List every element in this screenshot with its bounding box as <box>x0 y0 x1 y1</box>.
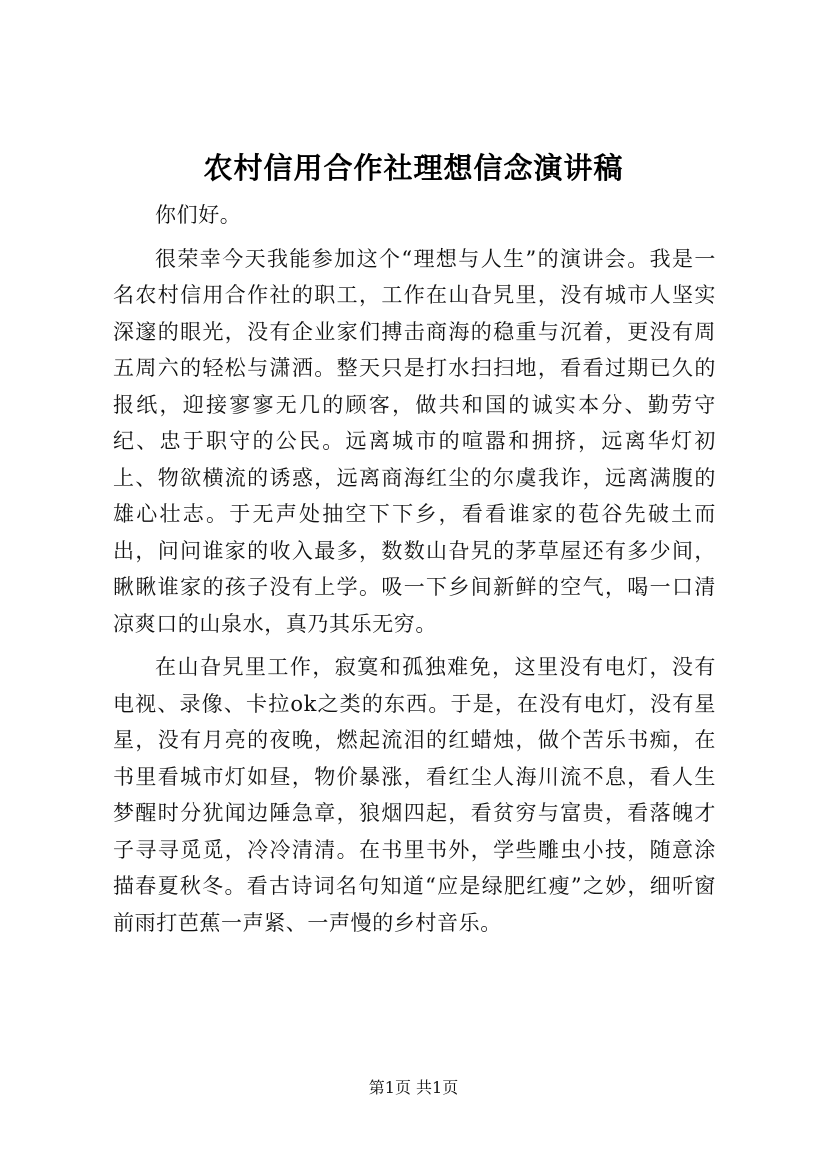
document-body <box>113 197 716 948</box>
paragraph-greeting: 你们好。 <box>155 203 242 227</box>
paragraph-introduction: 很荣幸今天我能参加这个“理想与人生”的演讲会。我是一名农村信用合作社的职工，工作在山旮旯里，没有城市人坚实深邃的眼光，没有企业家们搏击商海的稳重与沉着，更没有周五周六的轻松与潇洒。整天只是打水扫扫地，看看过期已久的报纸，迎接寥寥无几的顾客，做共和国的诚实本分、勤劳守纪、忠于职守的公民。远离城市的喧嚣和拥挤，远离华灯初上、物欲横流的诱惑，远离商海红尘的尔虞我诈，远离满腹的雄心壮志。于无声处抽空下下乡，看看谁家的苞谷先破土而出，问问谁家的收入最多，数数山旮旯的茅草屋还有多少间，瞅瞅谁家的孩子没有上学。吸一下乡间新鲜的空气，喝一口清凉爽口的山泉水，真乃其乐无穷。 <box>113 246 716 636</box>
document-title: 农村信用合作社理想信念演讲稿 <box>203 151 624 185</box>
page-footer: 第1页 共1页 <box>368 1078 459 1097</box>
paragraph-work-life: 在山旮旯里工作，寂寞和孤独难免，这里没有电灯，没有电视、录像、卡拉ok之类的东西。于是，在没有电灯，没有星星，没有月亮的夜晚，燃起流泪的红蜡烛，做个苦乐书痴，在书里看城市灯如昼，物价暴涨，看红尘人海川流不息，看人生梦醒时分犹闻边陲急章，狼烟四起，看贫穷与富贵，看落魄才子寻寻觅觅，冷冷清清。在书里书外，学些雕虫小技，随意涂描春夏秋冬。看古诗词名句知道“应是绿肥红瘦”之妙，细听窗前雨打芭蕉一声紧、一声慢的乡村音乐。 <box>113 655 716 935</box>
